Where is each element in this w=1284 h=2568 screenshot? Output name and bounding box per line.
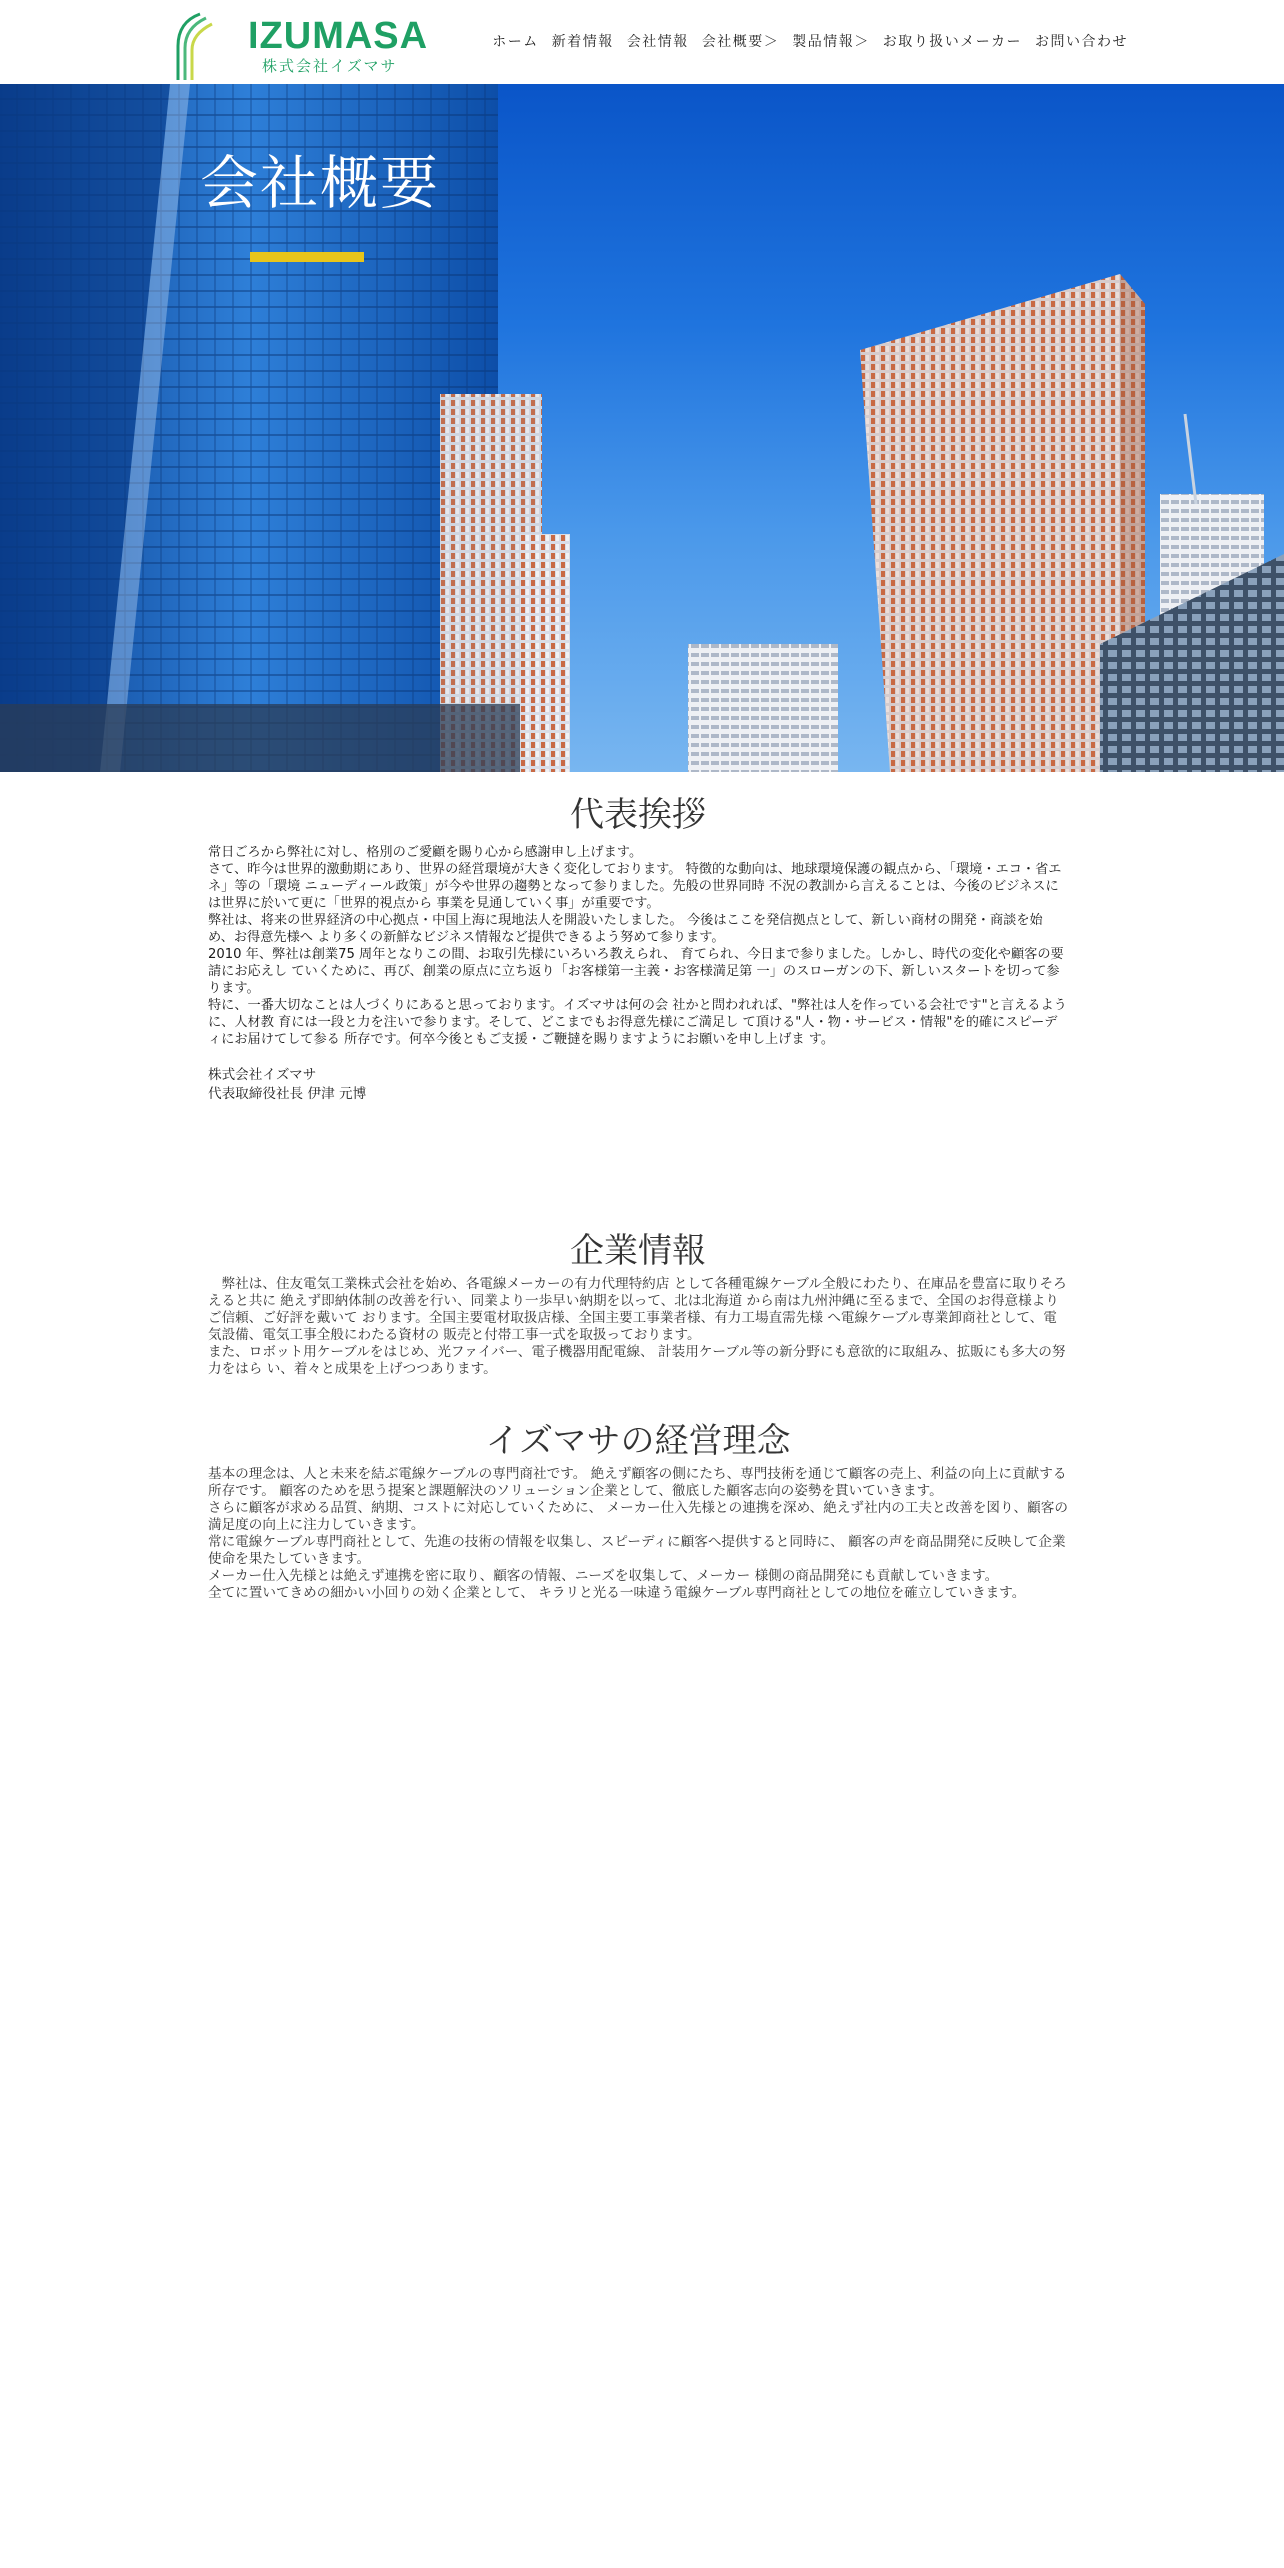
logo-text-jp: 株式会社イズマサ	[262, 57, 398, 75]
greeting-paragraph: 特に、一番大切なことは人づくりにあると思っております。イズマサは何の会 社かと問われれば、"弊社は人を作っている会社です"と言えるように、人材教 育には一段と力を注いで参ります。そして、どこまでもお得意先様にご満足し て頂ける"人・物・サービス・情報"を的確にスピーディにお届けてして参る 所存です。何卒今後ともご支援・ご鞭撻を賜りますようにお願いを申し上げま す。	[208, 998, 1067, 1047]
company-info-body	[208, 1276, 1068, 1378]
greeting-body	[208, 844, 1068, 1048]
company-logo[interactable]	[172, 10, 429, 80]
philosophy-paragraph: さらに顧客が求める品質、納期、コストに対応していくために、 メーカー仕入先様との連携を深め、絶えず社内の工夫と改善を図り、顧客の満足度の向上に注力していきます。	[208, 1500, 1068, 1533]
company-info-title: 企業情報	[570, 1231, 706, 1271]
philosophy-body	[208, 1466, 1068, 1602]
hero-title-underline	[250, 252, 364, 262]
hero-cityscape-image	[0, 84, 1284, 772]
logo-mark-icon	[172, 10, 214, 80]
philosophy-paragraph: メーカー仕入先様とは絶えず連携を密に取り、顧客の情報、ニーズを収集して、メーカー 様側の商品開発にも貢献していきます。	[208, 1568, 999, 1584]
main-nav	[492, 33, 1128, 51]
hero-title: 会社概要	[200, 149, 441, 217]
greeting-signature	[208, 1066, 1068, 1104]
philosophy-title: イズマサの経営理念	[485, 1421, 791, 1461]
nav-item-products[interactable]: 製品情報＞	[792, 34, 870, 50]
logo-text-en: IZUMASA	[248, 15, 429, 57]
nav-item-makers[interactable]: お取り扱いメーカー	[882, 34, 1022, 50]
signature-name: 代表取締役社長 伊津 元博	[208, 1086, 367, 1102]
philosophy-paragraph: 全てに置いてきめの細かい小回りの効く企業として、 キラリと光る一味違う電線ケーブル専門商社としての地位を確立していきます。	[208, 1585, 1026, 1601]
nav-item-home[interactable]: ホーム	[492, 34, 539, 50]
nav-item-contact[interactable]: お問い合わせ	[1035, 34, 1128, 50]
greeting-section	[208, 792, 1068, 1104]
nav-item-company-overview[interactable]: 会社概要＞	[701, 34, 780, 50]
greeting-paragraph: 弊社は、将来の世界経済の中心拠点・中国上海に現地法人を開設いたしました。 今後はここを発信拠点として、新しい商材の開発・商談を始め、お得意先様へ より多くの新鮮なビジネス情報など提供できるよう努めて参ります。	[208, 913, 1043, 945]
company-info-paragraph: 弊社は、住友電気工業株式会社を始め、各電線メーカーの有力代理特約店 として各種電線ケーブル全般にわたり、在庫品を豊富に取りそろえると共に 絶えず即納体制の改善を行い、同業より一歩早い納期を以って、北は北海道 から南は九州沖縄に至るまで、全国のお得意様よりご信頼、ご好評を戴いて おります。全国主要電材取扱店様、全国主要工事業者様、有力工場直需先様 へ電線ケーブル専業卸商社として、電気設備、電気工事全般にわたる資材の 販売と付帯工事一式を取扱っております。	[208, 1276, 1067, 1343]
hero-banner	[0, 84, 1284, 772]
signature-company: 株式会社イズマサ	[208, 1067, 317, 1083]
site-header	[0, 0, 1284, 84]
philosophy-paragraph: 常に電線ケーブル専門商社として、先進の技術の情報を収集し、スピーディに顧客へ提供すると同時に、 顧客の声を商品開発に反映して企業使命を果たしていきます。	[208, 1534, 1066, 1567]
greeting-title: 代表挨拶	[570, 795, 706, 835]
greeting-paragraph: 2010 年、弊社は創業75 周年となりこの間、お取引先様にいろいろ教えられ、 育てられ、今日まで参りました。しかし、時代の変化や顧客の要請にお応えし ていくために、再び、創業の原点に立ち返り「お客様第一主義・お客様満足第 一」のスローガンの下、新しいスタートを切って参ります。	[208, 947, 1064, 996]
company-info-paragraph: また、ロボット用ケーブルをはじめ、光ファイバー、電子機器用配電線、 計装用ケーブル等の新分野にも意欲的に取組み、拡販にも多大の努力をはら い、着々と成果を上げつつあります。	[208, 1344, 1066, 1377]
nav-item-company-info[interactable]: 会社情報	[626, 34, 689, 50]
philosophy-paragraph: 基本の理念は、人と未来を結ぶ電線ケーブルの専門商社です。 絶えず顧客の側にたち、専門技術を通じて顧客の売上、利益の向上に貢献する所存です。 顧客のためを思う提案と課題解決のソリューション企業として、徹底した顧客志向の姿勢を貫いていきます。	[208, 1466, 1067, 1499]
greeting-paragraph: 常日ごろから弊社に対し、格別のご愛顧を賜り心から感謝申し上げます。	[208, 845, 643, 860]
company-info-section	[208, 1228, 1068, 1378]
greeting-paragraph: さて、昨今は世界的激動期にあり、世界の経営環境が大きく変化しております。 特徴的な動向は、地球環境保護の観点から、「環境・エコ・省エネ」等の「環境 ニューディール政策」が今や世界の趨勢となって参りました。先般の世界同時 不況の教訓から言えることは、今後のビジネスには世界に於いて更に「世界的視点から 事業を見通していく事」が重要です。	[208, 862, 1062, 911]
philosophy-section	[208, 1418, 1068, 1602]
nav-item-news[interactable]: 新着情報	[551, 34, 614, 50]
